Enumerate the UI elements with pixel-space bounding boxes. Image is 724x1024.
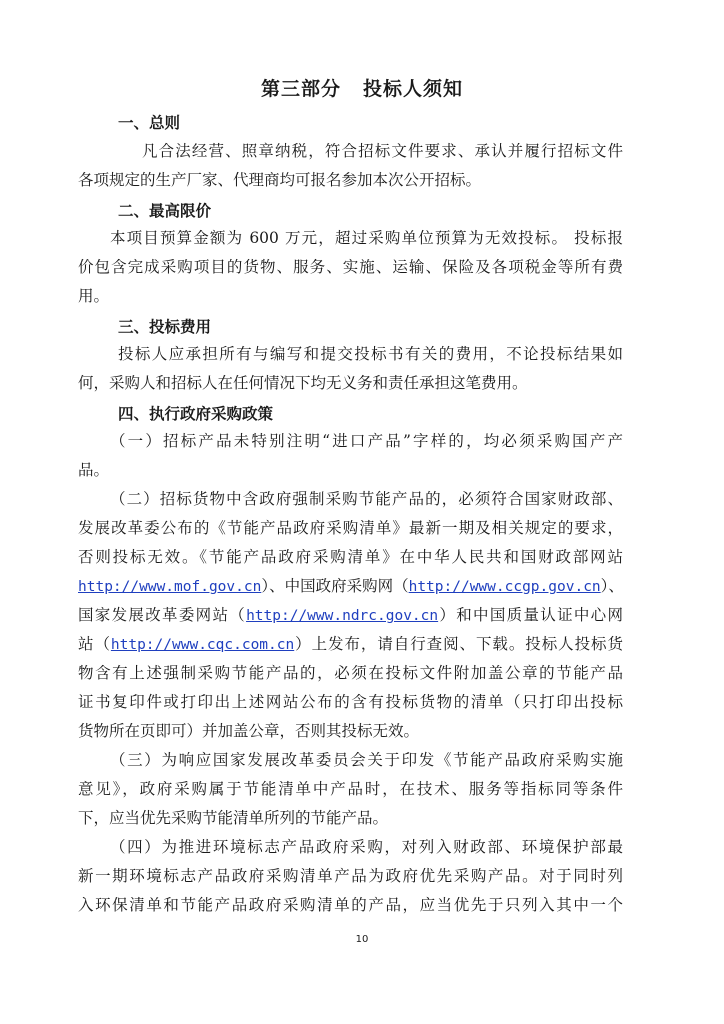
text-line: 用。 (78, 287, 110, 305)
text-line: 本项目预算金额为 600 万元，超过采购单位预算为无效投标。 投标报 (110, 229, 623, 247)
text-line: 新一期环境标志产品政府采购清单产品为政府优先采购产品。对于同时列 (78, 867, 623, 885)
section-heading-price-limit: 二、最高限价 (118, 202, 212, 220)
page-title (0, 74, 724, 101)
text-line: 意见》，政府采购属于节能清单中产品时，在技术、服务等指标同等条件 (78, 780, 623, 798)
text-line: 物含有上述强制采购节能产品的，必须在投标文件附加盖公章的节能产品 (78, 664, 623, 682)
link-mof[interactable]: http://www.mof.gov.cn (78, 579, 262, 595)
text-span: 站（ (78, 635, 111, 653)
link-ndrc[interactable]: http://www.ndrc.gov.cn (246, 608, 439, 624)
page-number: 10 (355, 934, 369, 945)
text-line: （三）为响应国家发展改革委员会关于印发《节能产品政府采购实施 (110, 751, 623, 769)
text-line: 货物所在页即可）并加盖公章，否则其投标无效。 (78, 722, 420, 740)
section-heading-bid-cost: 三、投标费用 (118, 318, 212, 336)
text-line: 发展改革委公布的《节能产品政府采购清单》最新一期及相关规定的要求， (78, 519, 623, 537)
text-line: 下，应当优先采购节能清单所列的节能产品。 (78, 809, 389, 827)
text-line: （二）招标货物中含政府强制采购节能产品的，必须符合国家财政部、 (110, 490, 623, 508)
text-span: ）、中国政府采购网（ (261, 577, 409, 595)
text-line: 证书复印件或打印出上述网站公布的含有投标货物的清单（只打印出投标 (78, 693, 623, 711)
text-span: 国家发展改革委网站（ (78, 606, 247, 624)
text-line: 各项规定的生产厂家、代理商均可报名参加本次公开招标。 (78, 171, 482, 189)
title-part: 第三部分 (260, 78, 341, 100)
text-span: ）、 (600, 577, 624, 595)
text-span: ）和中国质量认证中心网 (438, 606, 623, 624)
link-ccgp[interactable]: http://www.ccgp.gov.cn (408, 579, 601, 595)
link-cqc[interactable]: http://www.cqc.com.cn (110, 637, 295, 653)
text-line: 入环保清单和节能产品政府采购清单的产品，应当优先于只列入其中一个 (78, 896, 623, 914)
text-line: 何，采购人和招标人在任何情况下均无义务和责任承担这笔费用。 (78, 374, 528, 392)
text-line (78, 576, 623, 597)
text-line: 凡合法经营、照章纳税，符合招标文件要求、承认并履行招标文件 (142, 142, 623, 160)
text-line (78, 605, 623, 626)
text-line: （一）招标产品未特别注明“进口产品”字样的，均必须采购国产产 (110, 432, 623, 450)
text-line: 否则投标无效。《节能产品政府采购清单》在中华人民共和国财政部网站 (78, 548, 623, 566)
text-line: （四）为推进环境标志产品政府采购，对列入财政部、环境保护部最 (110, 838, 623, 856)
title-name: 投标人须知 (363, 78, 464, 100)
text-span: ）上发布，请自行查阅、下载。投标人投标货 (294, 635, 623, 653)
section-heading-procurement-policy: 四、执行政府采购政策 (118, 405, 274, 423)
section-heading-general: 一、总则 (118, 114, 181, 132)
text-line: 价包含完成采购项目的货物、服务、实施、运输、保险及各项税金等所有费 (78, 258, 623, 276)
text-line: 品。 (78, 461, 110, 479)
text-line: 投标人应承担所有与编写和提交投标书有关的费用，不论投标结果如 (118, 345, 623, 363)
text-line (78, 634, 623, 655)
